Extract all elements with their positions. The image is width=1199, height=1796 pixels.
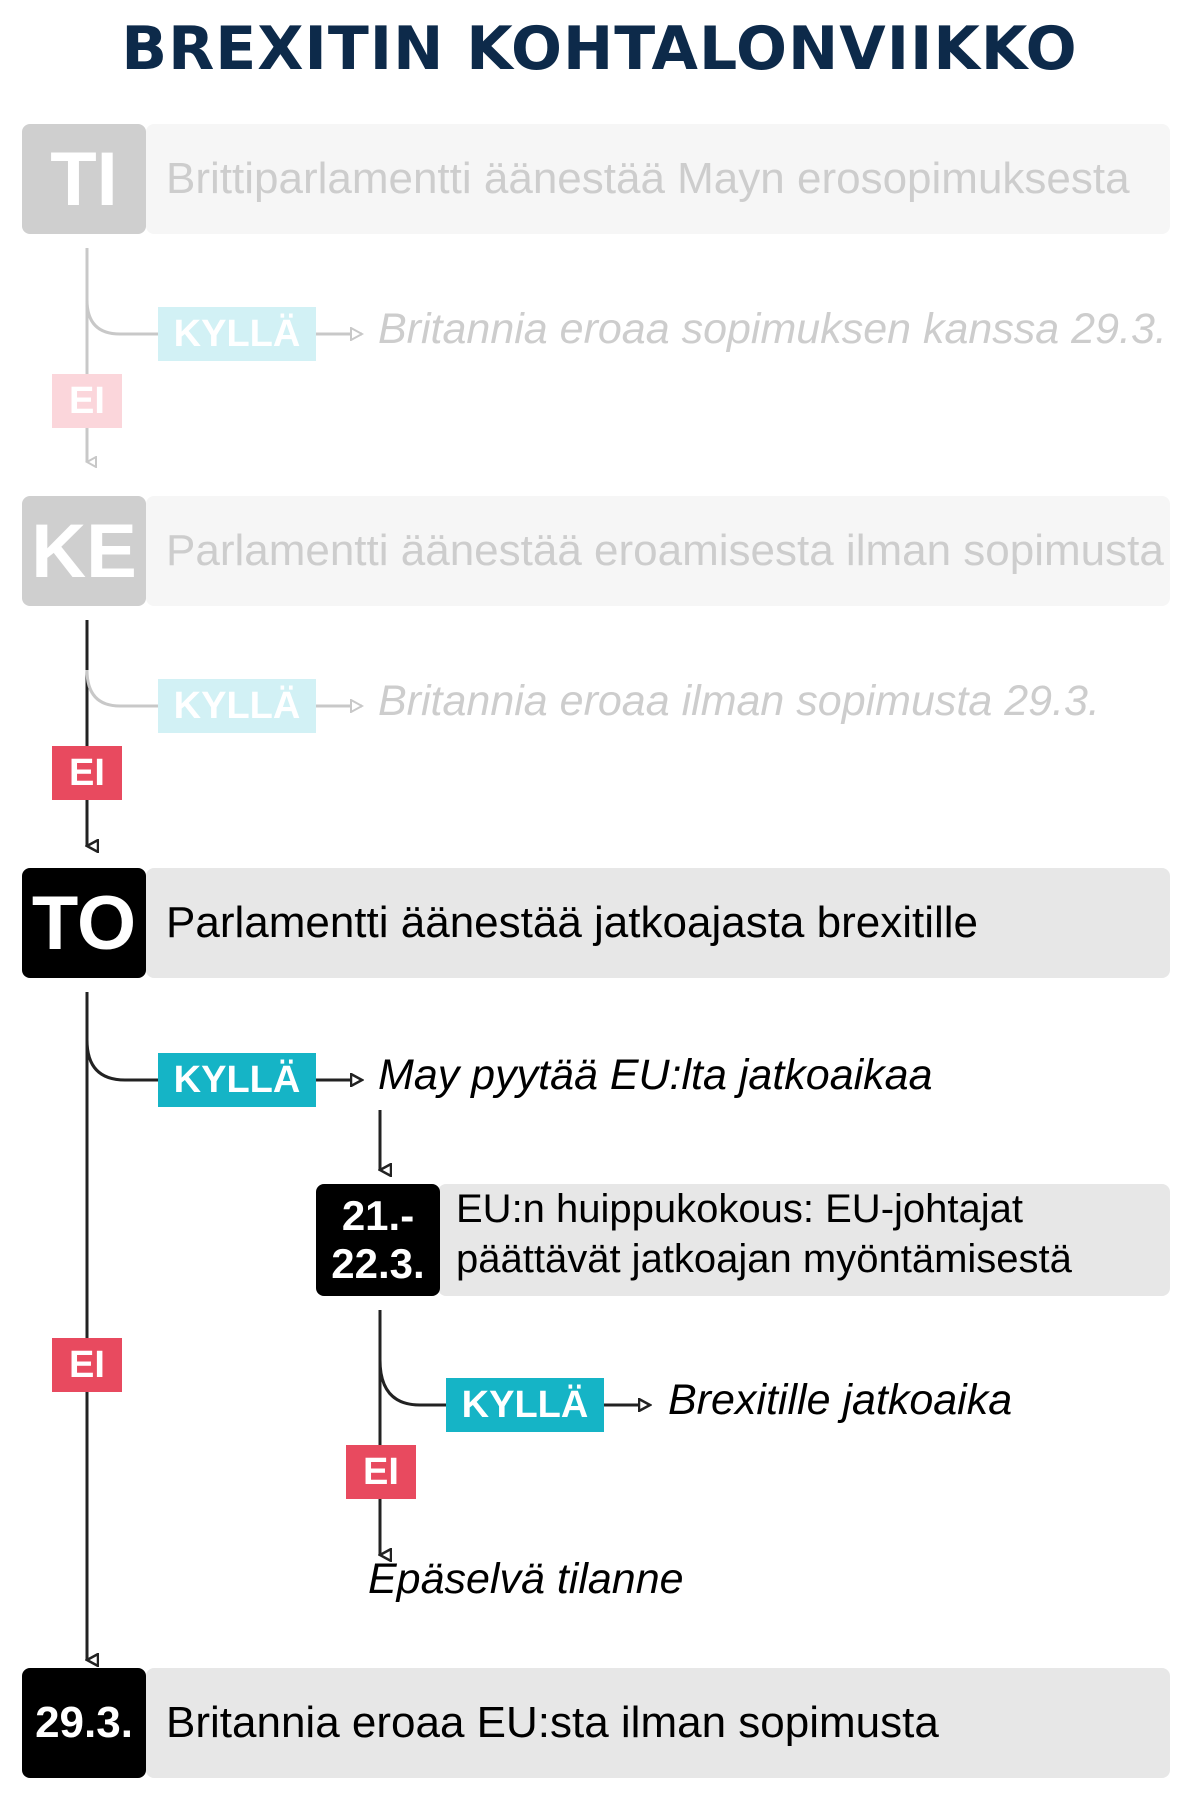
ke-yes-outcome: Britannia eroaa ilman sopimusta 29.3. xyxy=(378,677,1100,725)
ke-no-tag: EI xyxy=(52,746,122,800)
step-ti-day: TI xyxy=(22,124,146,234)
step-ti-text: Brittiparlamentti äänestää Mayn erosopimuksesta xyxy=(166,154,1130,203)
final-box xyxy=(146,1668,1170,1778)
eu-no-outcome: Epäselvä tilanne xyxy=(368,1555,684,1603)
step-to-box xyxy=(146,868,1170,978)
ti-yes-curve xyxy=(87,300,160,334)
to-yes-tag: KYLLÄ xyxy=(158,1053,316,1107)
ti-yes-tag: KYLLÄ xyxy=(158,307,316,361)
to-yes-outcome: May pyytää EU:lta jatkoaikaa xyxy=(378,1051,933,1099)
step-ke-text: Parlamentti äänestää eroamisesta ilman sopimusta xyxy=(166,526,1164,575)
eu-summit-text xyxy=(456,1184,1072,1284)
step-ke-day: KE xyxy=(22,496,146,606)
ke-yes-tag: KYLLÄ xyxy=(158,679,316,733)
page-title: BREXITIN KOHTALONVIIKKO xyxy=(121,14,1078,84)
ti-yes-outcome: Britannia eroaa sopimuksen kanssa 29.3. xyxy=(378,305,1167,353)
eu-text-line1: EU:n huippukokous: EU-johtajat xyxy=(456,1187,1023,1231)
eu-date-line2: 22.3. xyxy=(331,1240,425,1287)
step-to-day: TO xyxy=(22,868,146,978)
eu-date-line1: 21.- xyxy=(341,1192,415,1239)
step-ti-box xyxy=(146,124,1170,234)
eu-no-tag: EI xyxy=(346,1445,416,1499)
ke-yes-curve xyxy=(87,670,160,706)
eu-summit-date xyxy=(316,1184,440,1296)
eu-yes-curve xyxy=(380,1360,448,1405)
final-day: 29.3. xyxy=(22,1668,146,1778)
step-to-text: Parlamentti äänestää jatkoajasta brexitille xyxy=(166,898,979,947)
eu-text-line2: päättävät jatkoajan myöntämisestä xyxy=(456,1237,1072,1281)
eu-yes-tag: KYLLÄ xyxy=(446,1378,604,1432)
step-ke-box xyxy=(146,496,1170,606)
to-yes-curve xyxy=(87,1040,160,1080)
ti-no-tag: EI xyxy=(52,374,122,428)
final-text: Britannia eroaa EU:sta ilman sopimusta xyxy=(166,1698,939,1747)
eu-yes-outcome: Brexitille jatkoaika xyxy=(668,1376,1013,1424)
to-no-tag: EI xyxy=(52,1338,122,1392)
